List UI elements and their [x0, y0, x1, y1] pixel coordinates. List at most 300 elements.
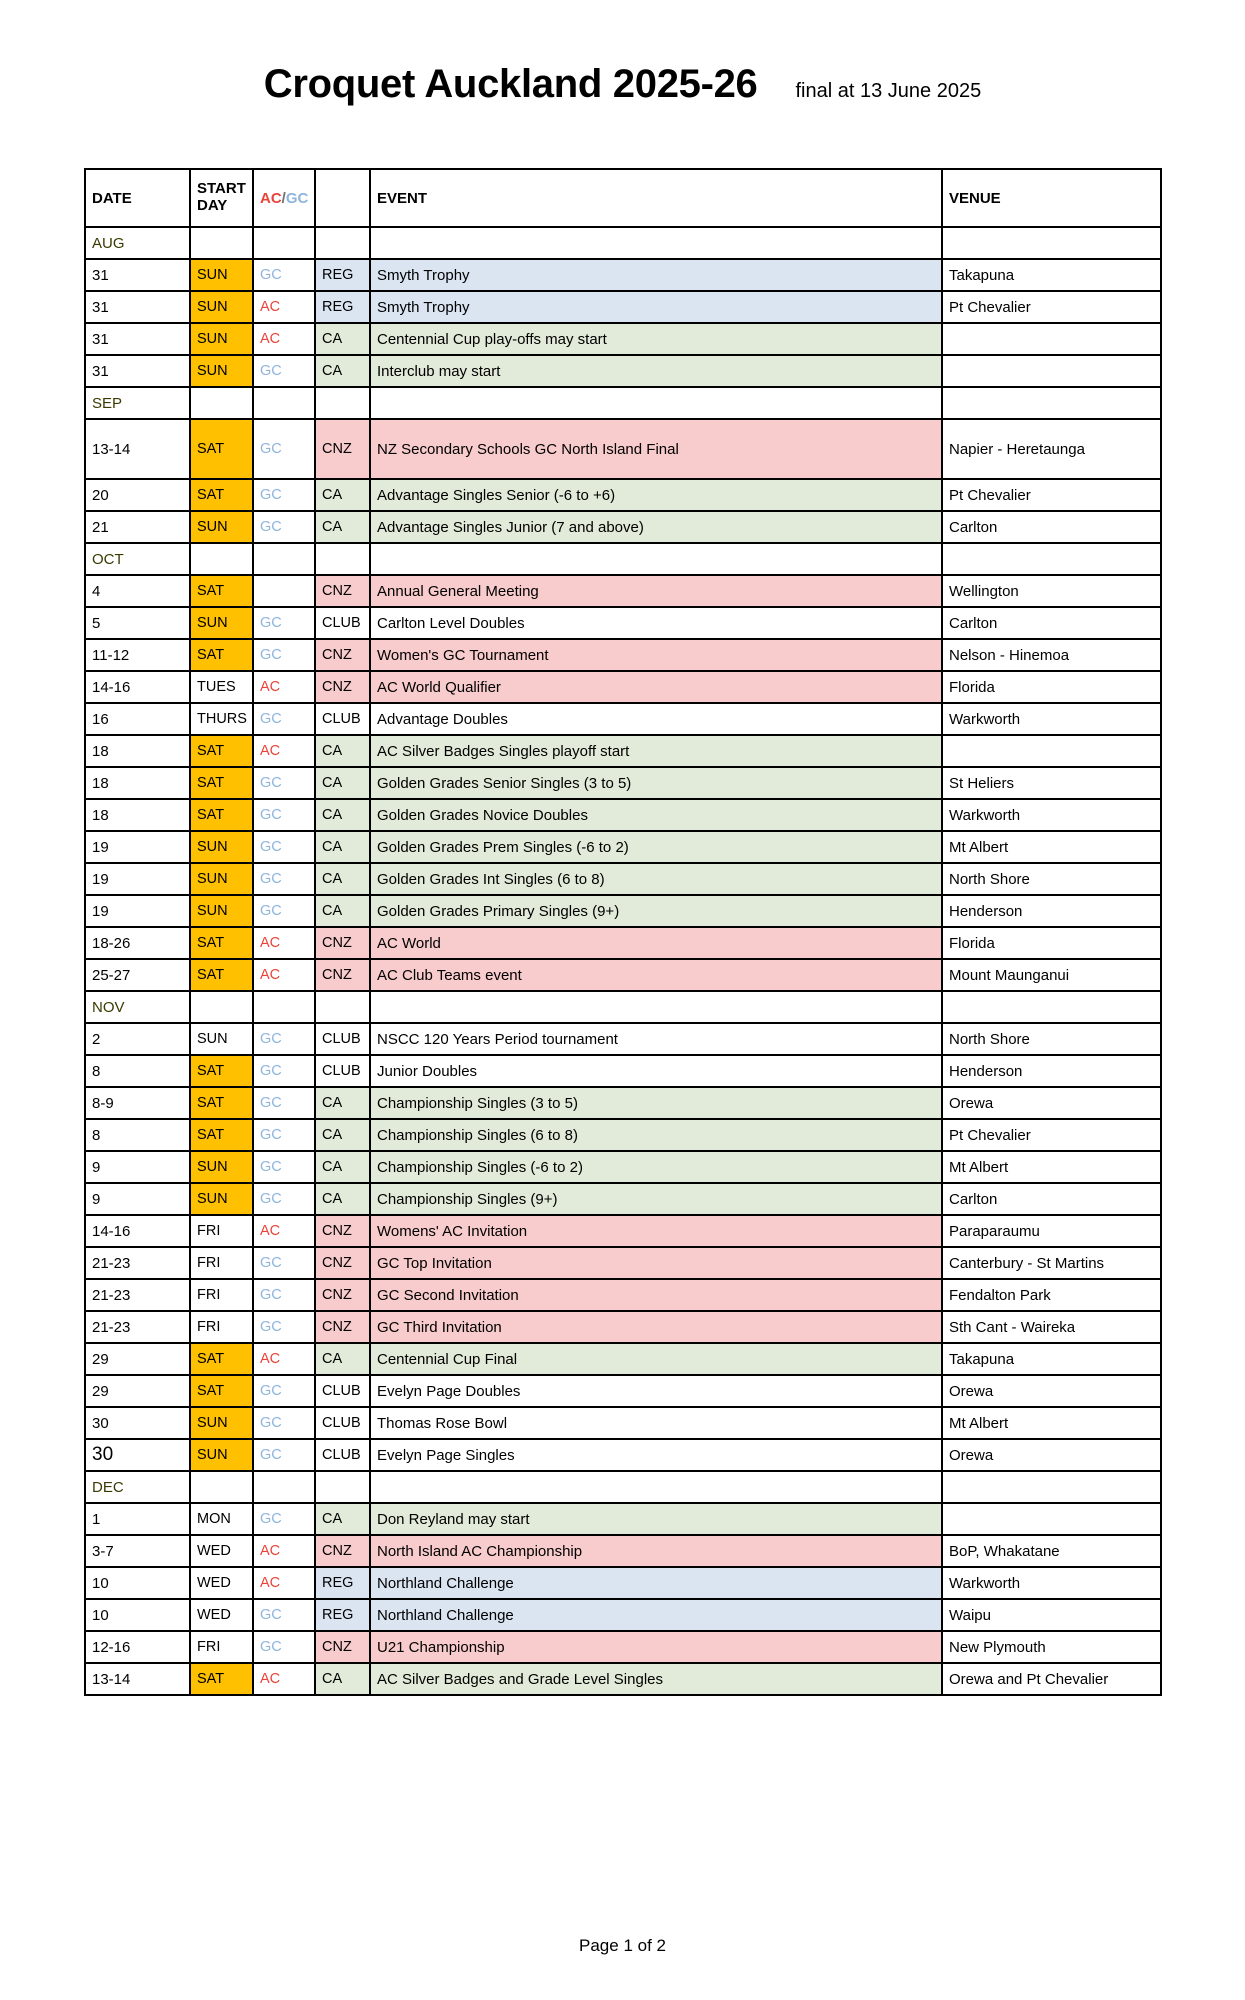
table-body [85, 227, 1161, 1695]
cell-venue: Florida [942, 927, 1161, 959]
table-row [85, 1375, 1161, 1407]
schedule-table [84, 168, 1162, 1696]
cell-ac-gc: AC [253, 1535, 315, 1567]
cell-event-name: NZ Secondary Schools GC North Island Final [370, 419, 942, 479]
cell-start-day: SAT [190, 479, 253, 511]
cell-start-day: MON [190, 1503, 253, 1535]
cell-ac-gc: GC [253, 1279, 315, 1311]
page-subtitle: final at 13 June 2025 [795, 80, 982, 102]
table-row [85, 575, 1161, 607]
cell-event-type: CA [315, 1663, 370, 1695]
cell-ac-gc: GC [253, 1439, 315, 1471]
cell-start-day: FRI [190, 1311, 253, 1343]
cell-event-name: Championship Singles (3 to 5) [370, 1087, 942, 1119]
table-row [85, 607, 1161, 639]
cell-event-type: CLUB [315, 607, 370, 639]
cell-event-name: Centennial Cup play-offs may start [370, 323, 942, 355]
table-row [85, 355, 1161, 387]
cell-event-name: Golden Grades Senior Singles (3 to 5) [370, 767, 942, 799]
cell-event-name: AC Silver Badges Singles playoff start [370, 735, 942, 767]
table-row [85, 1439, 1161, 1471]
month-separator-row [85, 991, 1161, 1023]
cell-event-type: CNZ [315, 927, 370, 959]
month-row-empty-cell [370, 543, 942, 575]
cell-ac-gc: GC [253, 511, 315, 543]
cell-event-name: Junior Doubles [370, 1055, 942, 1087]
page-title: Croquet Auckland 2025-26 [263, 62, 758, 106]
month-row-empty-cell [315, 991, 370, 1023]
cell-event-type: CA [315, 799, 370, 831]
cell-event-type: CA [315, 355, 370, 387]
schedule-table-wrapper [84, 168, 1160, 1696]
cell-ac-gc: AC [253, 735, 315, 767]
month-row-empty-cell [253, 227, 315, 259]
cell-date: 9 [85, 1183, 190, 1215]
cell-event-type: CA [315, 1343, 370, 1375]
table-row [85, 511, 1161, 543]
cell-start-day: SAT [190, 1343, 253, 1375]
cell-start-day: SUN [190, 1407, 253, 1439]
cell-ac-gc: GC [253, 1151, 315, 1183]
month-row-empty-cell [942, 1471, 1161, 1503]
cell-start-day: SAT [190, 1663, 253, 1695]
cell-ac-gc: GC [253, 1503, 315, 1535]
cell-event-type: CLUB [315, 1439, 370, 1471]
cell-start-day: TUES [190, 671, 253, 703]
cell-event-type: CLUB [315, 1055, 370, 1087]
cell-event-name: GC Second Invitation [370, 1279, 942, 1311]
month-label: OCT [85, 543, 190, 575]
cell-venue: Nelson - Hinemoa [942, 639, 1161, 671]
month-row-empty-cell [370, 387, 942, 419]
cell-start-day: FRI [190, 1247, 253, 1279]
cell-ac-gc: GC [253, 1311, 315, 1343]
cell-event-name: Northland Challenge [370, 1599, 942, 1631]
table-row [85, 735, 1161, 767]
cell-event-name: Annual General Meeting [370, 575, 942, 607]
cell-event-name: Evelyn Page Singles [370, 1439, 942, 1471]
cell-venue: Henderson [942, 1055, 1161, 1087]
cell-event-name: U21 Championship [370, 1631, 942, 1663]
cell-ac-gc: GC [253, 799, 315, 831]
cell-event-name: Golden Grades Primary Singles (9+) [370, 895, 942, 927]
cell-ac-gc: GC [253, 895, 315, 927]
cell-date: 8-9 [85, 1087, 190, 1119]
cell-event-name: AC Club Teams event [370, 959, 942, 991]
cell-date: 19 [85, 863, 190, 895]
cell-ac-gc: GC [253, 355, 315, 387]
cell-venue [942, 1503, 1161, 1535]
cell-date: 31 [85, 355, 190, 387]
table-row [85, 639, 1161, 671]
cell-ac-gc: GC [253, 831, 315, 863]
cell-venue [942, 735, 1161, 767]
cell-event-name: Advantage Singles Junior (7 and above) [370, 511, 942, 543]
start-day-line1: START [197, 180, 246, 198]
cell-start-day: SUN [190, 607, 253, 639]
month-row-empty-cell [253, 543, 315, 575]
cell-venue: BoP, Whakatane [942, 1535, 1161, 1567]
cell-event-name: Smyth Trophy [370, 259, 942, 291]
cell-date: 16 [85, 703, 190, 735]
cell-venue: Fendalton Park [942, 1279, 1161, 1311]
page-footer: Page 1 of 2 [579, 1936, 666, 1955]
cell-event-type: CA [315, 1119, 370, 1151]
month-label: AUG [85, 227, 190, 259]
cell-start-day: WED [190, 1567, 253, 1599]
column-header-start-day [190, 169, 253, 227]
table-row [85, 1023, 1161, 1055]
month-row-empty-cell [190, 387, 253, 419]
cell-date: 13-14 [85, 419, 190, 479]
table-row [85, 1183, 1161, 1215]
cell-date: 2 [85, 1023, 190, 1055]
table-row [85, 703, 1161, 735]
cell-date: 18 [85, 799, 190, 831]
cell-date: 19 [85, 831, 190, 863]
cell-event-type: CNZ [315, 639, 370, 671]
cell-venue: Mount Maunganui [942, 959, 1161, 991]
cell-venue: St Heliers [942, 767, 1161, 799]
cell-venue: Florida [942, 671, 1161, 703]
cell-ac-gc: AC [253, 671, 315, 703]
cell-date: 21-23 [85, 1311, 190, 1343]
table-row [85, 1535, 1161, 1567]
table-row [85, 1055, 1161, 1087]
cell-venue: Warkworth [942, 799, 1161, 831]
table-row [85, 291, 1161, 323]
cell-event-type: REG [315, 259, 370, 291]
table-row [85, 479, 1161, 511]
cell-ac-gc: AC [253, 1215, 315, 1247]
cell-event-name: Golden Grades Int Singles (6 to 8) [370, 863, 942, 895]
cell-event-type: CNZ [315, 1215, 370, 1247]
cell-event-name: Evelyn Page Doubles [370, 1375, 942, 1407]
cell-event-name: NSCC 120 Years Period tournament [370, 1023, 942, 1055]
month-row-empty-cell [942, 387, 1161, 419]
cell-date: 30 [85, 1439, 190, 1471]
gc-label: GC [285, 189, 309, 207]
cell-event-type: CNZ [315, 419, 370, 479]
cell-start-day: SUN [190, 831, 253, 863]
cell-event-name: AC Silver Badges and Grade Level Singles [370, 1663, 942, 1695]
cell-ac-gc: GC [253, 863, 315, 895]
cell-event-type: CA [315, 479, 370, 511]
cell-venue: Napier - Heretaunga [942, 419, 1161, 479]
cell-date: 21-23 [85, 1279, 190, 1311]
cell-event-type: CA [315, 735, 370, 767]
cell-venue: Orewa [942, 1439, 1161, 1471]
cell-date: 18 [85, 735, 190, 767]
cell-date: 12-16 [85, 1631, 190, 1663]
table-row [85, 671, 1161, 703]
table-head [85, 169, 1161, 227]
cell-venue: Carlton [942, 511, 1161, 543]
cell-venue: Wellington [942, 575, 1161, 607]
cell-event-name: Golden Grades Novice Doubles [370, 799, 942, 831]
month-row-empty-cell [942, 991, 1161, 1023]
cell-ac-gc: AC [253, 1663, 315, 1695]
cell-date: 11-12 [85, 639, 190, 671]
cell-start-day: SUN [190, 511, 253, 543]
cell-venue: Orewa [942, 1375, 1161, 1407]
cell-date: 31 [85, 323, 190, 355]
cell-date: 29 [85, 1343, 190, 1375]
month-label: SEP [85, 387, 190, 419]
cell-start-day: SUN [190, 355, 253, 387]
start-day-line2: DAY [197, 197, 228, 214]
cell-event-name: Championship Singles (6 to 8) [370, 1119, 942, 1151]
cell-date: 31 [85, 259, 190, 291]
cell-start-day: SUN [190, 1183, 253, 1215]
table-row [85, 1567, 1161, 1599]
cell-event-type: CNZ [315, 959, 370, 991]
cell-event-type: CNZ [315, 671, 370, 703]
month-row-empty-cell [253, 387, 315, 419]
table-row [85, 1311, 1161, 1343]
cell-ac-gc: GC [253, 1023, 315, 1055]
cell-start-day: SUN [190, 1023, 253, 1055]
cell-start-day: SAT [190, 735, 253, 767]
cell-venue: Mt Albert [942, 1407, 1161, 1439]
cell-start-day: SAT [190, 419, 253, 479]
cell-event-type: CA [315, 863, 370, 895]
column-header-type [315, 169, 370, 227]
cell-start-day: SAT [190, 1119, 253, 1151]
month-row-empty-cell [190, 991, 253, 1023]
cell-ac-gc: GC [253, 607, 315, 639]
cell-event-name: Women's GC Tournament [370, 639, 942, 671]
cell-venue: Takapuna [942, 1343, 1161, 1375]
cell-ac-gc: AC [253, 1567, 315, 1599]
cell-date: 25-27 [85, 959, 190, 991]
cell-event-type: CA [315, 323, 370, 355]
cell-start-day: SAT [190, 575, 253, 607]
cell-venue: Orewa [942, 1087, 1161, 1119]
cell-date: 18 [85, 767, 190, 799]
cell-event-name: Carlton Level Doubles [370, 607, 942, 639]
table-row [85, 1087, 1161, 1119]
cell-date: 9 [85, 1151, 190, 1183]
cell-start-day: WED [190, 1599, 253, 1631]
cell-start-day: SAT [190, 767, 253, 799]
cell-date: 13-14 [85, 1663, 190, 1695]
cell-start-day: SUN [190, 259, 253, 291]
cell-date: 31 [85, 291, 190, 323]
cell-event-name: Advantage Doubles [370, 703, 942, 735]
cell-start-day: SAT [190, 1087, 253, 1119]
cell-date: 1 [85, 1503, 190, 1535]
title-block [0, 62, 1245, 107]
cell-ac-gc: GC [253, 259, 315, 291]
cell-event-type: CNZ [315, 1311, 370, 1343]
month-row-empty-cell [253, 991, 315, 1023]
cell-ac-gc: GC [253, 1631, 315, 1663]
cell-event-name: Womens' AC Invitation [370, 1215, 942, 1247]
table-row [85, 1503, 1161, 1535]
cell-event-type: CA [315, 831, 370, 863]
cell-start-day: FRI [190, 1631, 253, 1663]
cell-event-type: CNZ [315, 1279, 370, 1311]
month-row-empty-cell [370, 991, 942, 1023]
month-row-empty-cell [253, 1471, 315, 1503]
table-row [85, 1407, 1161, 1439]
cell-event-type: REG [315, 291, 370, 323]
cell-venue: Paraparaumu [942, 1215, 1161, 1247]
cell-date: 21 [85, 511, 190, 543]
month-row-empty-cell [190, 543, 253, 575]
cell-start-day: SAT [190, 639, 253, 671]
table-row [85, 959, 1161, 991]
cell-venue: Orewa and Pt Chevalier [942, 1663, 1161, 1695]
table-row [85, 1631, 1161, 1663]
cell-venue: Pt Chevalier [942, 291, 1161, 323]
cell-event-type: CNZ [315, 575, 370, 607]
cell-ac-gc: GC [253, 703, 315, 735]
cell-event-name: North Island AC Championship [370, 1535, 942, 1567]
cell-start-day: SUN [190, 323, 253, 355]
cell-date: 18-26 [85, 927, 190, 959]
cell-date: 21-23 [85, 1247, 190, 1279]
table-row [85, 895, 1161, 927]
cell-venue: Warkworth [942, 703, 1161, 735]
cell-date: 19 [85, 895, 190, 927]
cell-ac-gc: GC [253, 1087, 315, 1119]
cell-event-type: CLUB [315, 1023, 370, 1055]
cell-venue: Carlton [942, 1183, 1161, 1215]
table-row [85, 1343, 1161, 1375]
cell-ac-gc: GC [253, 1119, 315, 1151]
column-header-date: DATE [85, 169, 190, 227]
table-row [85, 1663, 1161, 1695]
cell-ac-gc: AC [253, 323, 315, 355]
cell-ac-gc: AC [253, 959, 315, 991]
cell-ac-gc: AC [253, 291, 315, 323]
cell-event-type: CA [315, 1183, 370, 1215]
cell-event-type: REG [315, 1599, 370, 1631]
cell-event-name: Centennial Cup Final [370, 1343, 942, 1375]
table-row [85, 863, 1161, 895]
cell-venue: Takapuna [942, 259, 1161, 291]
table-row [85, 799, 1161, 831]
month-row-empty-cell [370, 227, 942, 259]
cell-ac-gc: GC [253, 479, 315, 511]
cell-venue: Pt Chevalier [942, 1119, 1161, 1151]
cell-ac-gc: GC [253, 1599, 315, 1631]
cell-ac-gc: GC [253, 1407, 315, 1439]
cell-event-type: CA [315, 511, 370, 543]
cell-date: 8 [85, 1119, 190, 1151]
month-row-empty-cell [315, 1471, 370, 1503]
cell-event-name: Interclub may start [370, 355, 942, 387]
cell-event-name: Championship Singles (9+) [370, 1183, 942, 1215]
table-row [85, 259, 1161, 291]
cell-event-name: AC World Qualifier [370, 671, 942, 703]
cell-venue: Pt Chevalier [942, 479, 1161, 511]
cell-event-type: CNZ [315, 1247, 370, 1279]
cell-start-day: SUN [190, 1439, 253, 1471]
table-row [85, 1215, 1161, 1247]
cell-ac-gc: GC [253, 1247, 315, 1279]
table-row [85, 927, 1161, 959]
cell-date: 20 [85, 479, 190, 511]
header-row [85, 169, 1161, 227]
cell-ac-gc: GC [253, 639, 315, 671]
table-row [85, 1119, 1161, 1151]
cell-start-day: SAT [190, 927, 253, 959]
cell-date: 14-16 [85, 1215, 190, 1247]
cell-event-name: Northland Challenge [370, 1567, 942, 1599]
cell-date: 5 [85, 607, 190, 639]
cell-ac-gc: GC [253, 1183, 315, 1215]
column-header-event: EVENT [370, 169, 942, 227]
cell-date: 14-16 [85, 671, 190, 703]
table-row [85, 323, 1161, 355]
cell-venue: Mt Albert [942, 1151, 1161, 1183]
cell-start-day: THURS [190, 703, 253, 735]
cell-start-day: SUN [190, 1151, 253, 1183]
cell-venue: North Shore [942, 1023, 1161, 1055]
cell-venue [942, 355, 1161, 387]
cell-event-name: GC Top Invitation [370, 1247, 942, 1279]
table-row [85, 1599, 1161, 1631]
cell-event-type: CLUB [315, 1407, 370, 1439]
cell-event-type: REG [315, 1567, 370, 1599]
cell-event-name: Don Reyland may start [370, 1503, 942, 1535]
cell-event-name: Golden Grades Prem Singles (-6 to 2) [370, 831, 942, 863]
cell-ac-gc: GC [253, 1055, 315, 1087]
cell-ac-gc: GC [253, 419, 315, 479]
cell-start-day: SAT [190, 1375, 253, 1407]
month-label: NOV [85, 991, 190, 1023]
cell-venue [942, 323, 1161, 355]
cell-event-type: CNZ [315, 1631, 370, 1663]
month-row-empty-cell [942, 227, 1161, 259]
cell-ac-gc: AC [253, 927, 315, 959]
cell-date: 30 [85, 1407, 190, 1439]
cell-start-day: SUN [190, 291, 253, 323]
cell-event-type: CLUB [315, 1375, 370, 1407]
ac-gc-separator: / [281, 189, 286, 207]
month-separator-row [85, 543, 1161, 575]
table-row [85, 1247, 1161, 1279]
month-separator-row [85, 387, 1161, 419]
month-separator-row [85, 1471, 1161, 1503]
month-separator-row [85, 227, 1161, 259]
cell-venue: Sth Cant - Waireka [942, 1311, 1161, 1343]
month-row-empty-cell [315, 543, 370, 575]
cell-venue: Warkworth [942, 1567, 1161, 1599]
column-header-venue: VENUE [942, 169, 1161, 227]
column-header-ac-gc [253, 169, 315, 227]
cell-start-day: FRI [190, 1215, 253, 1247]
cell-date: 8 [85, 1055, 190, 1087]
cell-venue: New Plymouth [942, 1631, 1161, 1663]
month-row-empty-cell [942, 543, 1161, 575]
cell-venue: Mt Albert [942, 831, 1161, 863]
cell-event-name: AC World [370, 927, 942, 959]
month-row-empty-cell [315, 387, 370, 419]
cell-start-day: SAT [190, 1055, 253, 1087]
cell-venue: Canterbury - St Martins [942, 1247, 1161, 1279]
cell-event-name: Championship Singles (-6 to 2) [370, 1151, 942, 1183]
cell-date: 3-7 [85, 1535, 190, 1567]
cell-event-name: GC Third Invitation [370, 1311, 942, 1343]
month-row-empty-cell [370, 1471, 942, 1503]
cell-start-day: FRI [190, 1279, 253, 1311]
cell-event-type: CA [315, 1087, 370, 1119]
cell-ac-gc [253, 575, 315, 607]
